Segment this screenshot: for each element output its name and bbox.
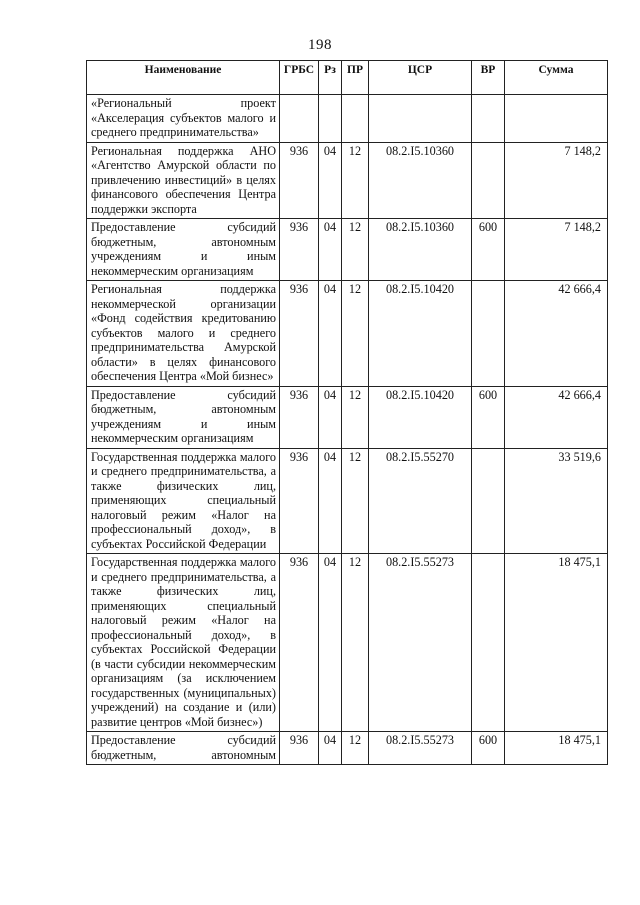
cell-grbs: 936 — [280, 448, 319, 554]
cell-name: Региональная поддержка АНО «Агентство Амурской области по привлечению инвестиций» в целях финансового обеспечения Центра поддержки экспорта — [87, 142, 280, 219]
cell-rz: 04 — [319, 386, 342, 448]
cell-csr: 08.2.I5.10420 — [369, 386, 472, 448]
cell-csr: 08.2.I5.10360 — [369, 219, 472, 281]
table-row — [87, 281, 608, 387]
cell-rz: 04 — [319, 142, 342, 219]
cell-pr: 12 — [342, 732, 369, 765]
cell-csr: 08.2.I5.10420 — [369, 281, 472, 387]
cell-grbs: 936 — [280, 732, 319, 765]
cell-rz: 04 — [319, 732, 342, 765]
table-row — [87, 142, 608, 219]
table-row — [87, 448, 608, 554]
table-row — [87, 554, 608, 732]
cell-grbs: 936 — [280, 219, 319, 281]
page-number: 198 — [308, 37, 332, 53]
cell-rz: 04 — [319, 281, 342, 387]
cell-sum — [505, 95, 608, 143]
cell-grbs: 936 — [280, 554, 319, 732]
cell-sum: 7 148,2 — [505, 219, 608, 281]
cell-pr: 12 — [342, 386, 369, 448]
header-name: Наименование — [87, 61, 280, 95]
table-row — [87, 732, 608, 765]
cell-csr: 08.2.I5.55273 — [369, 732, 472, 765]
header-pr: ПР — [342, 61, 369, 95]
cell-pr: 12 — [342, 219, 369, 281]
cell-name: Предоставление субсидий бюджетным, автономным — [87, 732, 280, 765]
header-rz: Рз — [319, 61, 342, 95]
cell-rz: 04 — [319, 448, 342, 554]
cell-rz — [319, 95, 342, 143]
table-row — [87, 95, 608, 143]
cell-sum: 7 148,2 — [505, 142, 608, 219]
cell-name: Предоставление субсидий бюджетным, автономным учреждениям и иным некоммерческим организациям — [87, 386, 280, 448]
cell-grbs: 936 — [280, 142, 319, 219]
header-sum: Сумма — [505, 61, 608, 95]
cell-vr — [472, 95, 505, 143]
table-row — [87, 386, 608, 448]
cell-pr — [342, 95, 369, 143]
cell-pr: 12 — [342, 142, 369, 219]
header-grbs: ГРБС — [280, 61, 319, 95]
cell-grbs — [280, 95, 319, 143]
table-header-row — [87, 61, 608, 95]
cell-vr — [472, 554, 505, 732]
header-vr: ВР — [472, 61, 505, 95]
cell-rz: 04 — [319, 554, 342, 732]
cell-grbs: 936 — [280, 281, 319, 387]
cell-name: Региональная поддержка некоммерческой организации «Фонд содействия кредитованию субъектов малого и среднего предпринимательства Амурской области» в целях финансового обеспечения Центра «Мой бизнес» — [87, 281, 280, 387]
cell-vr — [472, 142, 505, 219]
header-csr: ЦСР — [369, 61, 472, 95]
cell-vr: 600 — [472, 386, 505, 448]
cell-sum: 18 475,1 — [505, 554, 608, 732]
cell-csr — [369, 95, 472, 143]
cell-name: Предоставление субсидий бюджетным, автономным учреждениям и иным некоммерческим организациям — [87, 219, 280, 281]
cell-csr: 08.2.I5.55273 — [369, 554, 472, 732]
cell-vr — [472, 281, 505, 387]
cell-sum: 42 666,4 — [505, 386, 608, 448]
table-row — [87, 219, 608, 281]
cell-rz: 04 — [319, 219, 342, 281]
cell-csr: 08.2.I5.55270 — [369, 448, 472, 554]
cell-name: «Региональный проект «Акселерация субъектов малого и среднего предпринимательства» — [87, 95, 280, 143]
cell-sum: 18 475,1 — [505, 732, 608, 765]
cell-csr: 08.2.I5.10360 — [369, 142, 472, 219]
cell-sum: 42 666,4 — [505, 281, 608, 387]
cell-vr — [472, 448, 505, 554]
cell-pr: 12 — [342, 554, 369, 732]
cell-name: Государственная поддержка малого и среднего предпринимательства, а также физических лиц, применяющих специальный налоговый режим «Налог на профессиональный доход», в субъектах Российской Федерации (в части субсидии некоммерческим организациям (за исключением государственных (муниципальных) учреждений) на создание и (или) развитие центров «Мой бизнес») — [87, 554, 280, 732]
cell-sum: 33 519,6 — [505, 448, 608, 554]
cell-name: Государственная поддержка малого и среднего предпринимательства, а также физических лиц, применяющих специальный налоговый режим «Налог на профессиональный доход», в субъектах Российской Федерации — [87, 448, 280, 554]
cell-vr: 600 — [472, 732, 505, 765]
cell-pr: 12 — [342, 448, 369, 554]
cell-pr: 12 — [342, 281, 369, 387]
budget-table — [86, 60, 608, 765]
cell-vr: 600 — [472, 219, 505, 281]
cell-grbs: 936 — [280, 386, 319, 448]
